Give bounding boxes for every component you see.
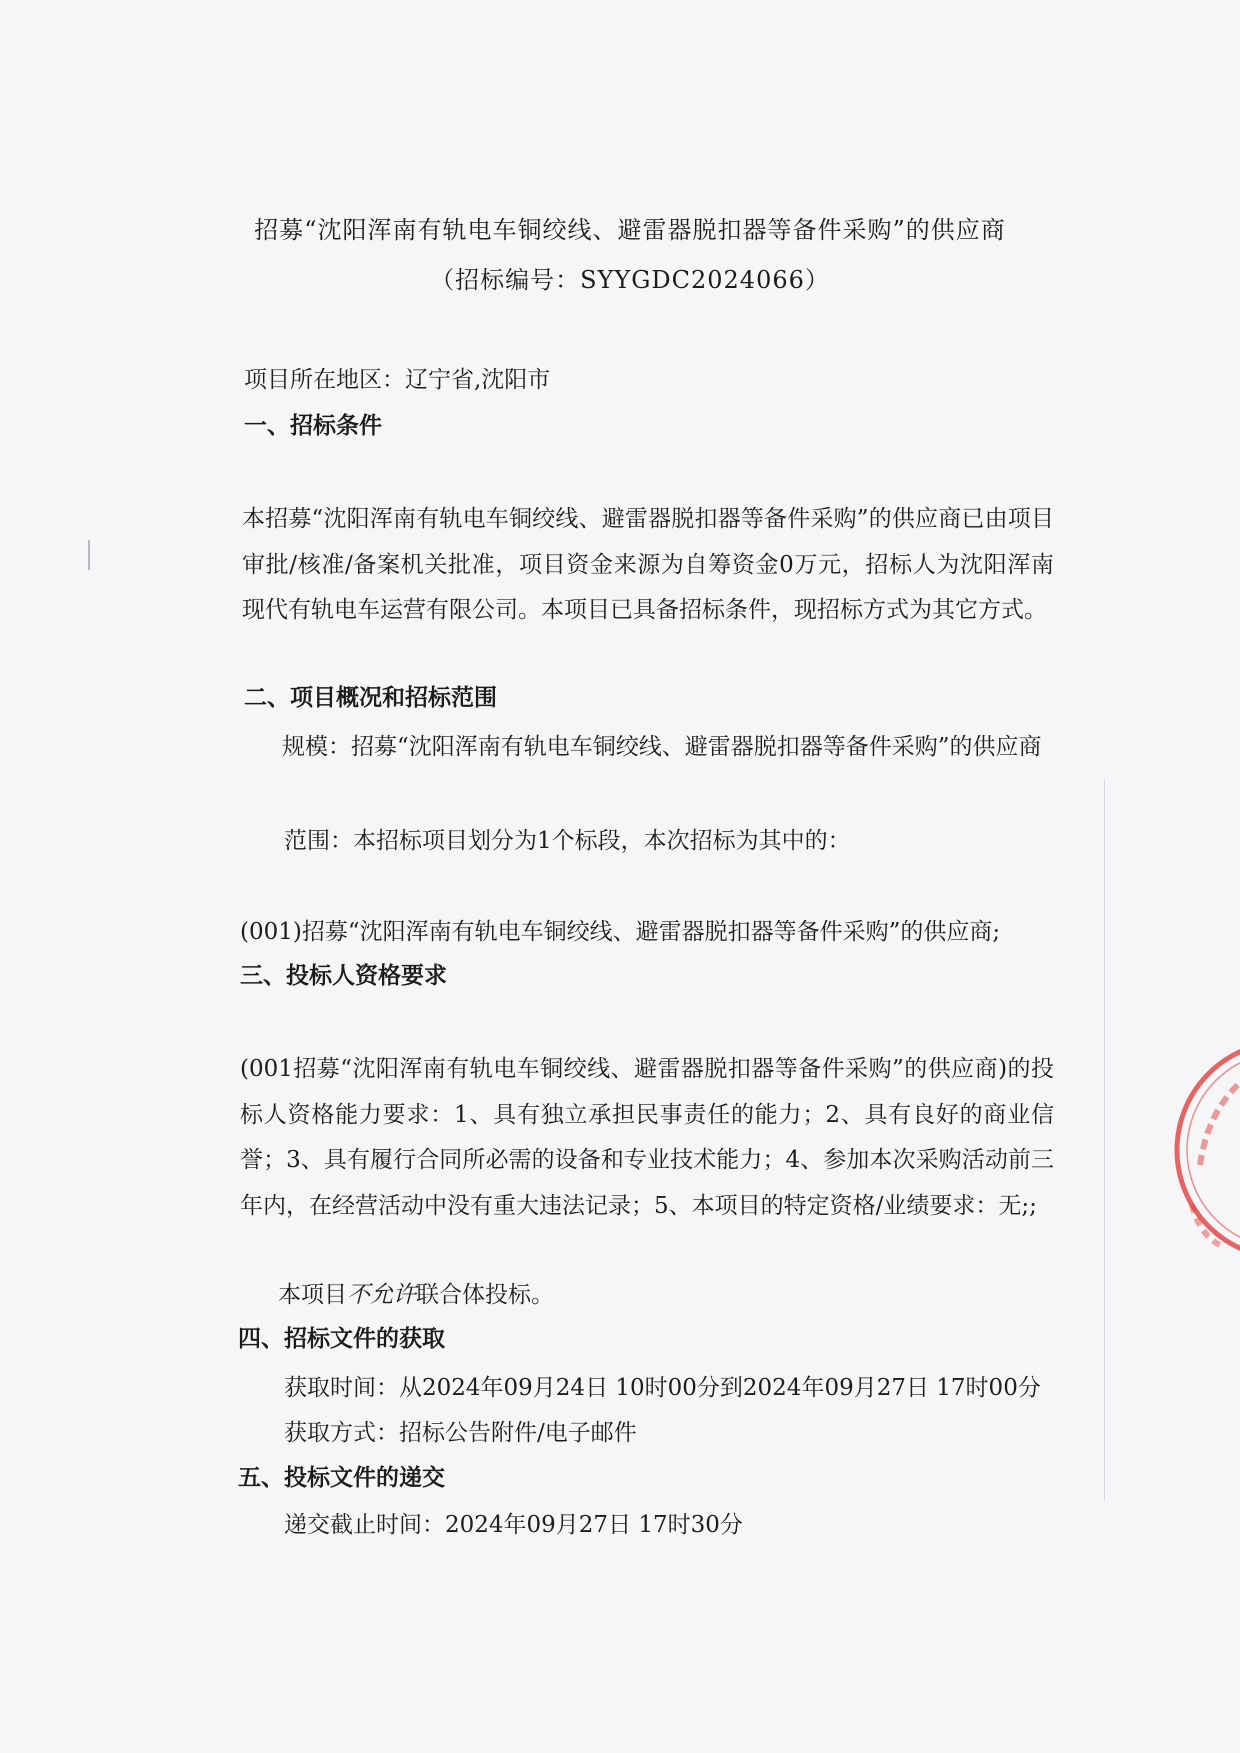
scan-mark (88, 540, 90, 570)
submission-deadline: 递交截止时间：2024年09月27日 17时30分 (284, 1512, 743, 1538)
tender-number: （招标编号：SYYGDC2024066） (430, 266, 830, 294)
consortium-suffix: 联合体投标。 (416, 1282, 554, 1308)
section-3-body: (001招募“沈阳浑南有轨电车铜绞线、避雷器脱扣器等备件采购”的供应商)的投标人资格能力要求：1、具有独立承担民事责任的能力；2、具有良好的商业信誉；3、具有履行合同所必需的设备和专业技术能力；4、参加本次采购活动前三年内，在经营活动中没有重大违法记录；5、本项目的特定资格/业绩要求：无;; (240, 1056, 1054, 1219)
section-1-heading: 一、招标条件 (244, 413, 382, 439)
acquisition-method: 获取方式：招标公告附件/电子邮件 (284, 1420, 637, 1446)
section-4-heading: 四、招标文件的获取 (238, 1326, 445, 1352)
project-region: 项目所在地区：辽宁省,沈阳市 (244, 367, 551, 393)
section-5-heading: 五、投标文件的递交 (238, 1465, 445, 1491)
section-1-body: 本招募“沈阳浑南有轨电车铜绞线、避雷器脱扣器等备件采购”的供应商已由项目审批/核准/备案机关批准，项目资金来源为自筹资金0万元，招标人为沈阳浑南现代有轨电车运营有限公司。本项目已具备招标条件，现招标方式为其它方式。 (242, 506, 1054, 623)
consortium-prefix: 本项目 (278, 1282, 347, 1308)
company-seal-icon (1170, 1035, 1240, 1265)
scan-crease-line (1104, 780, 1105, 1500)
consortium-note (278, 1280, 554, 1310)
section-2-lot: (001)招募“沈阳浑南有轨电车铜绞线、避雷器脱扣器等备件采购”的供应商; (240, 919, 1001, 945)
section-3-heading: 三、投标人资格要求 (240, 963, 447, 989)
section-2-scale: 规模：招募“沈阳浑南有轨电车铜绞线、避雷器脱扣器等备件采购”的供应商 (282, 734, 1042, 760)
document-title: 招募“沈阳浑南有轨电车铜绞线、避雷器脱扣器等备件采购”的供应商 (254, 216, 1006, 244)
section-2-heading: 二、项目概况和招标范围 (244, 685, 497, 711)
section-2-scope: 范围：本招标项目划分为1个标段，本次招标为其中的： (284, 828, 851, 854)
consortium-not-allowed: 不允许 (347, 1282, 416, 1308)
acquisition-time: 获取时间：从2024年09月24日 10时00分到2024年09月27日 17时00分 (284, 1375, 1041, 1401)
